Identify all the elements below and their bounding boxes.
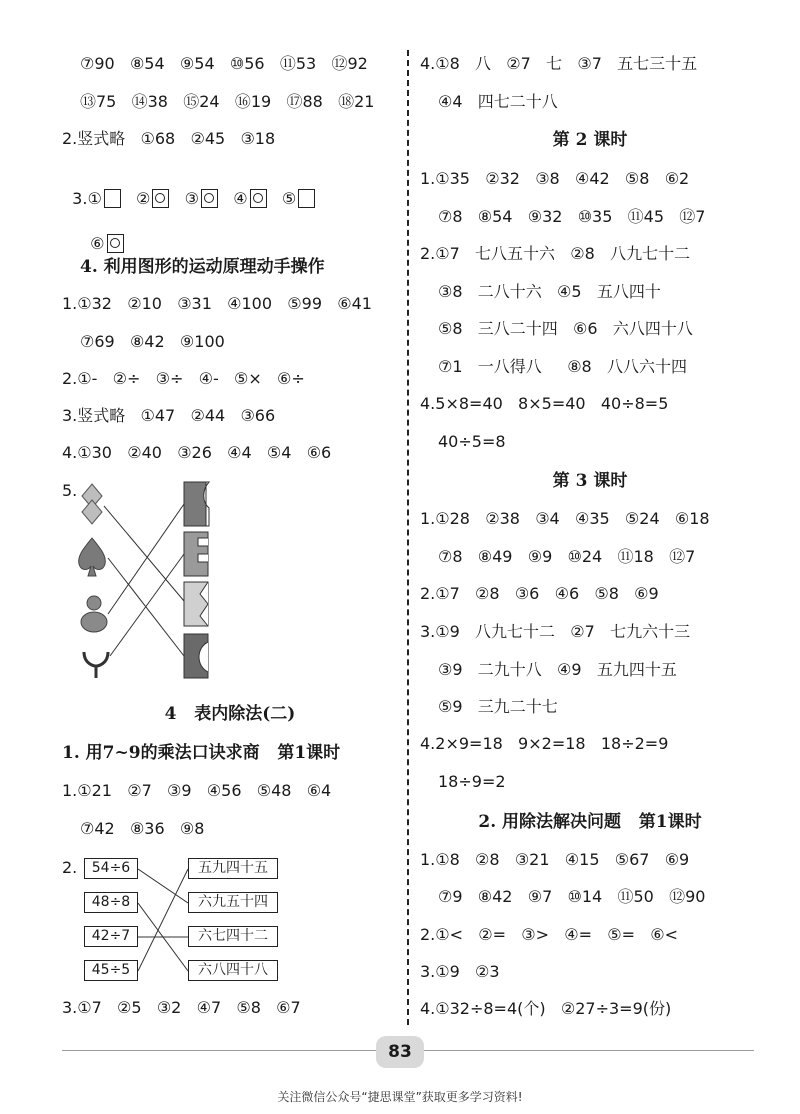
answer-line: 2.①- ②÷ ③÷ ④- ⑤× ⑥÷ (62, 369, 305, 388)
section-heading: 2. 用除法解决问题 第1课时 (478, 812, 702, 832)
answer-line: ④4 四七二十八 (438, 92, 558, 111)
answer-line: 1.①32 ②10 ③31 ④100 ⑤99 ⑥41 (62, 294, 372, 313)
item-number: ② (136, 189, 151, 208)
column-divider (407, 50, 409, 1025)
multiplication-rhyme-card: 五九四十五 (188, 858, 278, 879)
answer-line: ⑤8 三八二十四 ⑥6 六八四十八 (438, 319, 693, 338)
division-card: 48÷8 (84, 892, 138, 913)
answer-line: 2.竖式略 ①68 ②45 ③18 (62, 129, 276, 148)
section-heading: 4. 利用图形的运动原理动手操作 (80, 257, 325, 277)
answer-line: ⑦8 ⑧49 ⑨9 ⑩24 ⑪18 ⑫7 (438, 547, 696, 566)
slingshot-shape-icon (84, 652, 108, 678)
puzzle-piece-2-icon (184, 532, 208, 576)
item-number: ⑤ (281, 189, 297, 208)
answer-line: 4.①30 ②40 ③26 ④4 ⑤4 ⑥6 (62, 443, 332, 462)
shape-answers (62, 169, 315, 209)
square-answer (104, 189, 121, 208)
answer-line: ⑦90 ⑧54 ⑨54 ⑩56 ⑪53 ⑫92 (80, 54, 368, 73)
division-card: 54÷6 (84, 858, 138, 879)
answer-line: 2.①7 七八五十六 ②8 八九七十二 (420, 244, 691, 263)
answer-line: 2.①7 ②8 ③6 ④6 ⑤8 ⑥9 (420, 584, 659, 603)
lesson-heading: 1. 用7~9的乘法口诀求商 第1课时 (62, 743, 341, 763)
gourd-shape-icon (81, 596, 107, 632)
multiplication-rhyme-card: 六八四十八 (188, 960, 278, 981)
circle-in-square-answer (107, 234, 124, 253)
spade-shape-icon (79, 538, 106, 576)
answer-line: ③9 二九十八 ④9 五九四十五 (438, 660, 677, 679)
square-answer (298, 189, 315, 208)
item-number: ① (87, 189, 102, 208)
answer-line: 4.①32÷8=4(个) ②27÷3=9(份) (420, 999, 672, 1018)
puzzle-piece-4-icon (184, 634, 208, 678)
question-number: 2. (62, 858, 78, 877)
answer-line: 1.①35 ②32 ③8 ④42 ⑤8 ⑥2 (420, 169, 690, 188)
question-number: 3. (72, 189, 88, 208)
footer-rule (62, 1050, 376, 1051)
answer-line: ③8 二八十六 ④5 五八四十 (438, 282, 661, 301)
footer-note: 关注微信公众号“捷思课堂”获取更多学习资料! (277, 1090, 523, 1104)
circle-in-square-answer (201, 189, 218, 208)
answer-line: 4.①8 八 ②7 七 ③7 五七三十五 (420, 54, 698, 73)
answer-line: 3.①9 ②3 (420, 962, 500, 981)
matching-lines (138, 858, 188, 982)
answer-line: 4.5×8=40 8×5=40 40÷8=5 (420, 394, 669, 413)
answer-line: 3.①7 ②5 ③2 ④7 ⑤8 ⑥7 (62, 998, 301, 1017)
answer-line: 40÷5=8 (438, 432, 506, 451)
answer-line: 18÷9=2 (438, 772, 506, 791)
shape-answers (80, 214, 124, 254)
answer-line: 1.①28 ②38 ③4 ④35 ⑤24 ⑥18 (420, 509, 710, 528)
division-card: 45÷5 (84, 960, 138, 981)
unit-heading: 4 表内除法(二) (164, 704, 296, 724)
answer-line: 1.①8 ②8 ③21 ④15 ⑤67 ⑥9 (420, 850, 690, 869)
puzzle-piece-3-icon (184, 582, 208, 626)
answer-line: ⑦8 ⑧54 ⑨32 ⑩35 ⑪45 ⑫7 (438, 207, 706, 226)
answer-line: ⑦69 ⑧42 ⑨100 (80, 332, 225, 351)
answer-line: ⑦1 一八得八 ⑧8 八八六十四 (438, 357, 687, 376)
diamond-shape-icon (82, 484, 102, 524)
puzzle-piece-1-icon (184, 482, 209, 526)
item-number: ⑥ (90, 234, 105, 253)
answer-line: ⑦9 ⑧42 ⑨7 ⑩14 ⑪50 ⑫90 (438, 887, 706, 906)
multiplication-rhyme-card: 六九五十四 (188, 892, 278, 913)
answer-line: ⑬75 ⑭38 ⑮24 ⑯19 ⑰88 ⑱21 (80, 92, 375, 111)
footer-rule (424, 1050, 754, 1051)
division-card: 42÷7 (84, 926, 138, 947)
page-number: 83 (376, 1036, 424, 1068)
item-number: ④ (233, 189, 248, 208)
item-number: ③ (184, 189, 199, 208)
answer-line: 3.竖式略 ①47 ②44 ③66 (62, 406, 276, 425)
circle-in-square-answer (152, 189, 169, 208)
circle-in-square-answer (250, 189, 267, 208)
answer-line: 1.①21 ②7 ③9 ④56 ⑤48 ⑥4 (62, 781, 332, 800)
lesson-heading: 第 2 课时 (552, 130, 628, 150)
answer-line: 2.①< ②= ③> ④= ⑤= ⑥< (420, 925, 679, 944)
answer-line: ⑦42 ⑧36 ⑨8 (80, 819, 205, 838)
shape-matching-figure (74, 476, 224, 686)
answer-line: 4.2×9=18 9×2=18 18÷2=9 (420, 734, 669, 753)
question-number: 5. (62, 481, 78, 500)
answer-line: 3.①9 八九七十二 ②7 七九六十三 (420, 622, 691, 641)
answer-line: ⑤9 三九二十七 (438, 697, 558, 716)
multiplication-rhyme-card: 六七四十二 (188, 926, 278, 947)
lesson-heading: 第 3 课时 (552, 471, 628, 491)
